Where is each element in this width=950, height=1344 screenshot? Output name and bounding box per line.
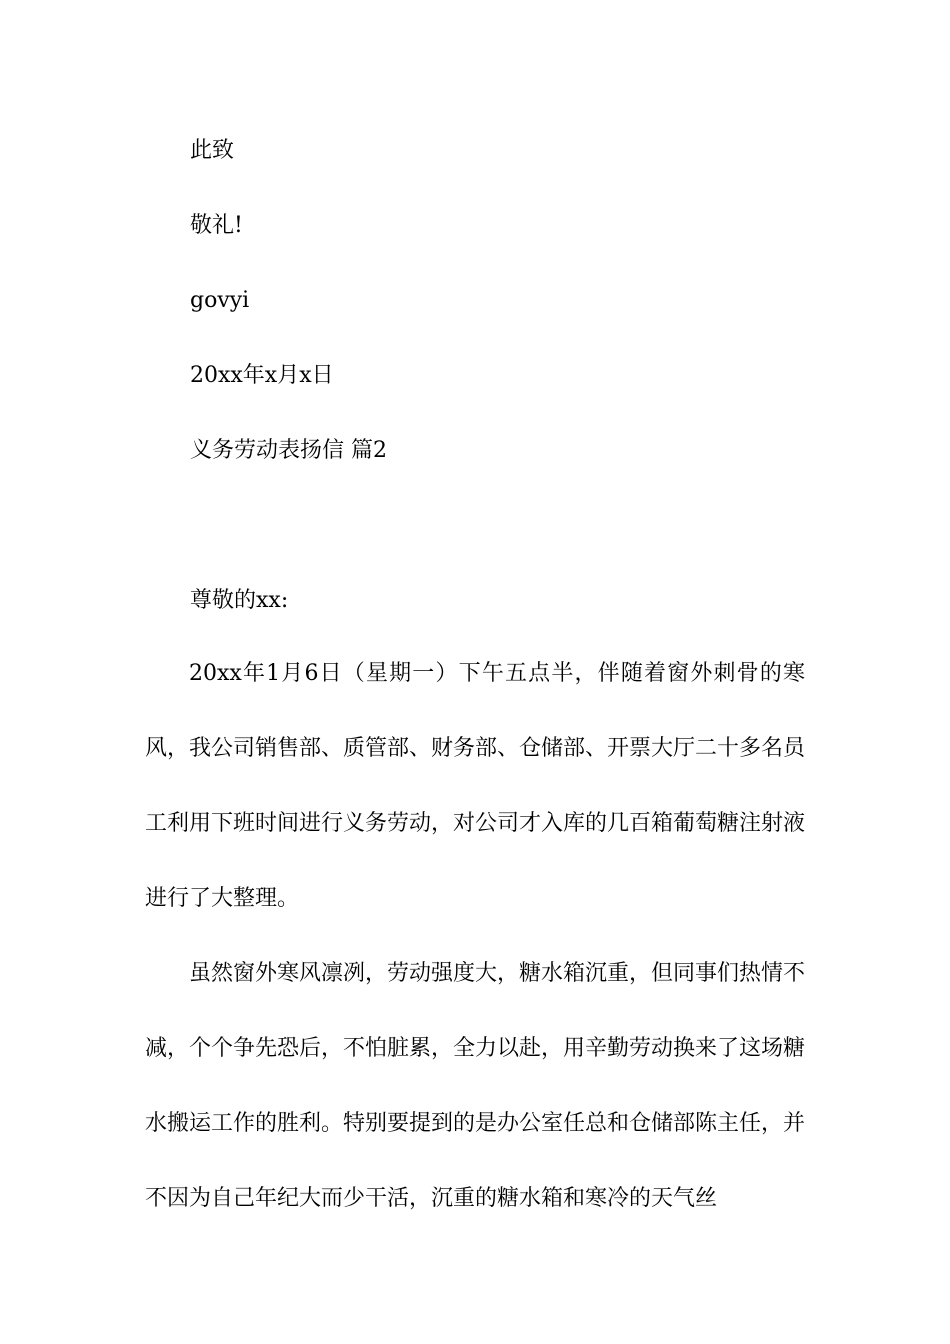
- body-paragraph-2: 虽然窗外寒风凛冽，劳动强度大，糖水箱沉重，但同事们热情不减，个个争先恐后，不怕脏累，全力以赴，用辛勤劳动换来了这场糖水搬运工作的胜利。特别要提到的是办公室任总和仓储部陈主任，并不因为自己年纪大而少干活，沉重的糖水箱和寒冷的天气丝: [145, 961, 806, 1211]
- closing-line: 此致: [190, 138, 235, 163]
- section-heading: 义务劳动表扬信 篇2: [190, 438, 387, 463]
- body-paragraph-1: 20xx年1月6日（星期一）下午五点半，伴随着窗外刺骨的寒风，我公司销售部、质管部、财务部、仓储部、开票大厅二十多名员工利用下班时间进行义务劳动，对公司才入库的几百箱葡萄糖注射液进行了大整理。: [145, 661, 806, 911]
- signature-line: govyi: [190, 288, 250, 313]
- greeting-line: 尊敬的xx:: [190, 588, 289, 613]
- date-line: 20xx年x月x日: [190, 363, 334, 388]
- salute-line: 敬礼!: [190, 213, 243, 238]
